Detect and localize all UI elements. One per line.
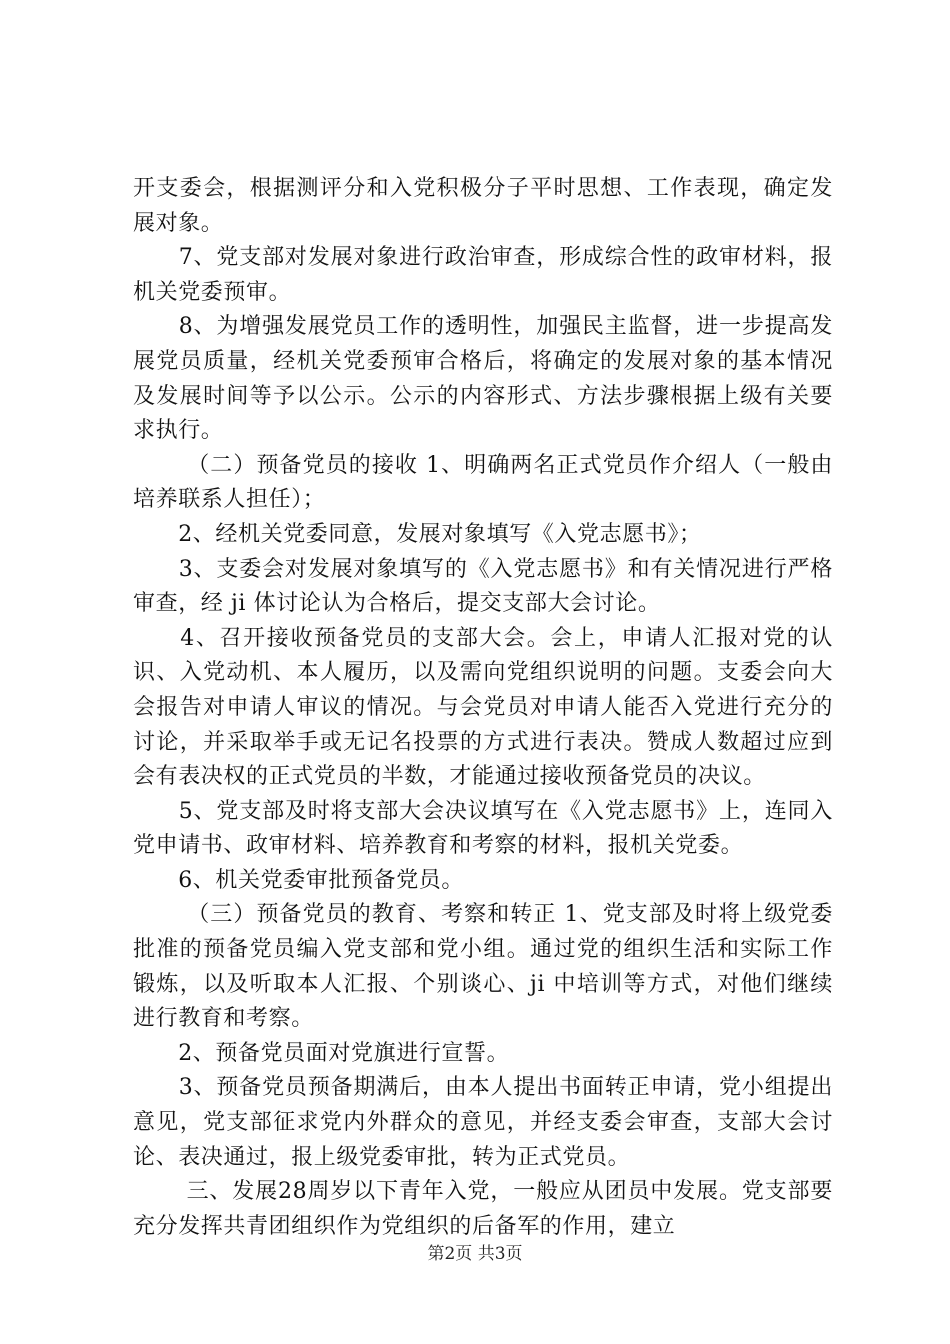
paragraph-10: （三）预备党员的教育、考察和转正 1、党支部及时将上级党委批准的预备党员编入党支部和党小组。通过党的组织生活和实际工作锻炼，以及听取本人汇报、个别谈心、ji 中培训等方式，对他们继续进行教育和考察。 bbox=[133, 902, 833, 1032]
paragraph-1: 开支委会，根据测评分和入党积极分子平时思想、工作表现，确定发展对象。 bbox=[133, 176, 833, 236]
paragraph-2: 7、党支部对发展对象进行政治审查，形成综合性的政审材料，报机关党委预审。 bbox=[133, 245, 833, 305]
paragraph-8: 5、党支部及时将支部大会决议填写在《入党志愿书》上，连同入党申请书、政审材料、培养教育和考察的材料，报机关党委。 bbox=[133, 798, 833, 859]
paragraph-12: 3、预备党员预备期满后，由本人提出书面转正申请，党小组提出意见，党支部征求党内外群众的意见，并经支委会审查，支部大会讨论、表决通过，报上级党委审批，转为正式党员。 bbox=[133, 1075, 833, 1170]
paragraph-11: 2、预备党员面对党旗进行宣誓。 bbox=[133, 1040, 510, 1066]
body-text bbox=[133, 172, 833, 1244]
paragraph-4: （二）预备党员的接收 1、明确两名正式党员作介绍人（一般由培养联系人担任）； bbox=[133, 452, 833, 513]
paragraph-13: 三、发展28周岁以下青年入党，一般应从团员中发展。党支部要充分发挥共青团组织作为党组织的后备军的作用，建立 bbox=[133, 1179, 833, 1239]
paragraph-6: 3、支委会对发展对象填写的《入党志愿书》和有关情况进行严格审查，经 ji 体讨论认为合格后，提交支部大会讨论。 bbox=[133, 556, 833, 617]
paragraph-7: 4、召开接收预备党员的支部大会。会上，申请人汇报对党的认识、入党动机、本人履历，以及需向党组织说明的问题。支委会向大会报告对申请人审议的情况。与会党员对申请人能否入党进行充分的讨论，并采取举手或无记名投票的方式进行表决。赞成人数超过应到会有表决权的正式党员的半数，才能通过接收预备党员的决议。 bbox=[133, 625, 833, 790]
paragraph-9: 6、机关党委审批预备党员。 bbox=[133, 867, 464, 893]
page-footer: 第2页 共3页 bbox=[427, 1244, 523, 1264]
paragraph-3: 8、为增强发展党员工作的透明性，加强民主监督，进一步提高发展党员质量，经机关党委预审合格后，将确定的发展对象的基本情况及发展时间等予以公示。公示的内容形式、方法步骤根据上级有关要求执行。 bbox=[133, 314, 833, 444]
paragraph-5: 2、经机关党委同意，发展对象填写《入党志愿书》； bbox=[133, 521, 702, 547]
